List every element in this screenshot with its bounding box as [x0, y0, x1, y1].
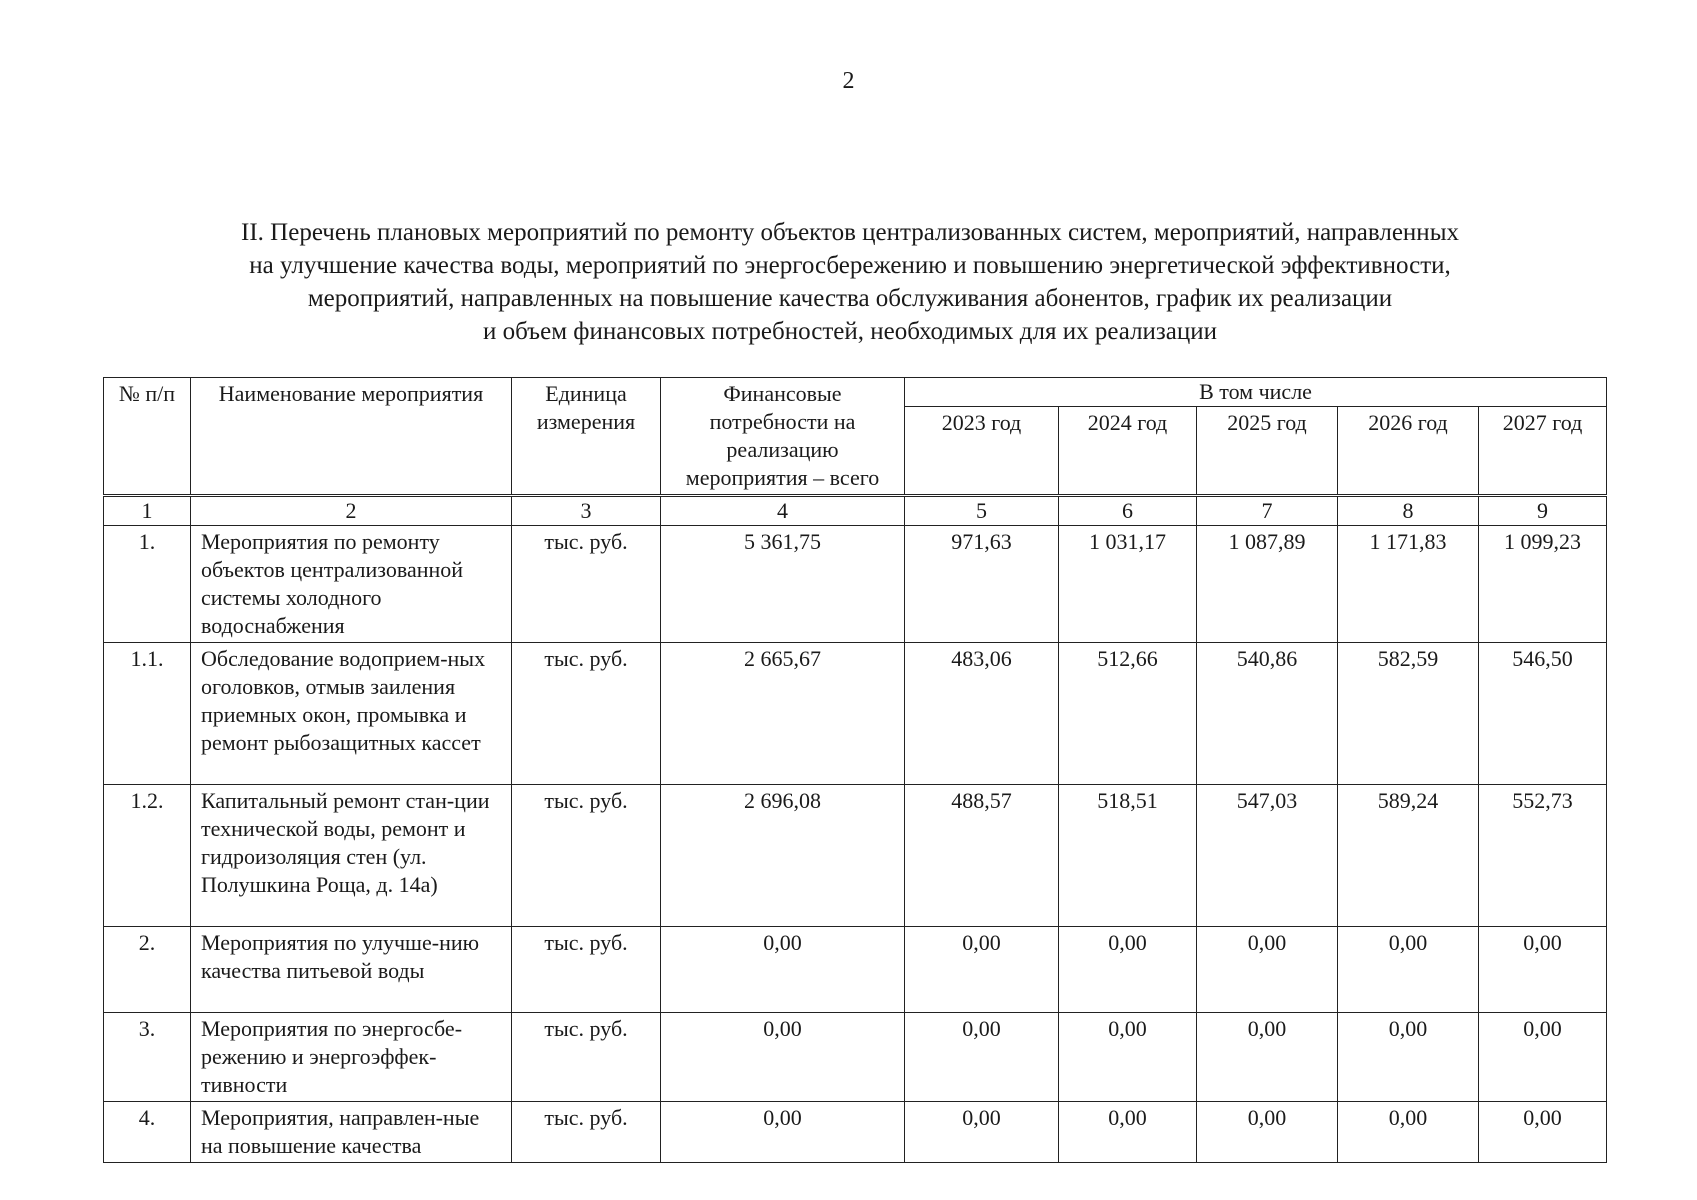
title-line: на улучшение качества воды, мероприятий по энергосбережению и повышению энергетической эффективности,: [249, 252, 1451, 279]
title-line: II. Перечень плановых мероприятий по ремонту объектов централизованных систем, мероприятий, направленных: [241, 219, 1459, 246]
row-year-value: 0,00: [1479, 1013, 1607, 1102]
row-total: 0,00: [661, 1102, 905, 1163]
header-unit: [512, 378, 661, 496]
row-num: 3.: [104, 1013, 191, 1102]
column-number: 4: [661, 496, 905, 526]
row-year-value: 488,57: [905, 785, 1059, 927]
row-year-value: 0,00: [1059, 1013, 1197, 1102]
row-unit: тыс. руб.: [512, 785, 661, 927]
table-row: [104, 643, 1607, 785]
header-num-label: № п/п: [118, 381, 176, 406]
header-name: [191, 378, 512, 496]
header-num: [104, 378, 191, 496]
row-year-value: 0,00: [1059, 1102, 1197, 1163]
row-year-value: 512,66: [1059, 643, 1197, 785]
header-year: 2027 год: [1479, 407, 1607, 496]
row-year-value: 0,00: [1197, 1013, 1338, 1102]
row-name: Капитальный ремонт стан-ции технической воды, ремонт и гидроизоляция стен (ул. Полушкина Роща, д. 14а): [191, 785, 512, 927]
row-year-value: 0,00: [1197, 1102, 1338, 1163]
row-year-value: 546,50: [1479, 643, 1607, 785]
row-num: 1.2.: [104, 785, 191, 927]
row-name: Обследование водоприем-ных оголовков, отмыв заиления приемных окон, промывка и ремонт рыбозащитных кассет: [191, 643, 512, 785]
row-year-value: 547,03: [1197, 785, 1338, 927]
row-unit: тыс. руб.: [512, 526, 661, 643]
row-year-value: 582,59: [1338, 643, 1479, 785]
header-year: 2025 год: [1197, 407, 1338, 496]
row-year-value: 1 087,89: [1197, 526, 1338, 643]
row-year-value: 540,86: [1197, 643, 1338, 785]
row-unit: тыс. руб.: [512, 1102, 661, 1163]
row-total: 0,00: [661, 927, 905, 1013]
plan-table: [103, 377, 1607, 1163]
row-year-value: 0,00: [1338, 927, 1479, 1013]
header-year: 2023 год: [905, 407, 1059, 496]
row-total: 2 665,67: [661, 643, 905, 785]
row-year-value: 971,63: [905, 526, 1059, 643]
table-row: [104, 1102, 1607, 1163]
column-number: 7: [1197, 496, 1338, 526]
header-name-label: Наименование мероприятия: [218, 381, 484, 406]
title-line: мероприятий, направленных на повышение качества обслуживания абонентов, график их реализации: [307, 285, 1393, 312]
row-num: 1.: [104, 526, 191, 643]
row-year-value: 0,00: [1479, 927, 1607, 1013]
row-num: 4.: [104, 1102, 191, 1163]
column-number: 2: [191, 496, 512, 526]
header-year: 2024 год: [1059, 407, 1197, 496]
column-number: 6: [1059, 496, 1197, 526]
row-num: 2.: [104, 927, 191, 1013]
header-total-label: Финансовые потребности на реализацию мероприятия – всего: [685, 381, 880, 490]
header-row: [104, 378, 1607, 407]
column-number: 1: [104, 496, 191, 526]
table-row: [104, 927, 1607, 1013]
row-year-value: 1 031,17: [1059, 526, 1197, 643]
row-total: 2 696,08: [661, 785, 905, 927]
row-year-value: 0,00: [905, 927, 1059, 1013]
header-including: [905, 378, 1607, 407]
row-year-value: 0,00: [1479, 1102, 1607, 1163]
column-number-row: [104, 496, 1607, 526]
column-number: 3: [512, 496, 661, 526]
row-year-value: 0,00: [905, 1102, 1059, 1163]
row-year-value: 552,73: [1479, 785, 1607, 927]
column-number: 8: [1338, 496, 1479, 526]
row-year-value: 0,00: [1059, 927, 1197, 1013]
row-year-value: 1 099,23: [1479, 526, 1607, 643]
header-including-label: В том числе: [1199, 379, 1312, 404]
section-title: [100, 216, 1600, 348]
row-year-value: 0,00: [1338, 1102, 1479, 1163]
row-year-value: 0,00: [1197, 927, 1338, 1013]
header-year: 2026 год: [1338, 407, 1479, 496]
row-name: Мероприятия, направлен-ные на повышение качества: [191, 1102, 512, 1163]
row-year-value: 0,00: [1338, 1013, 1479, 1102]
title-line: и объем финансовых потребностей, необходимых для их реализации: [482, 318, 1218, 345]
header-unit-label: Единица измерения: [536, 381, 636, 434]
row-num: 1.1.: [104, 643, 191, 785]
page-number: 2: [842, 68, 855, 94]
row-name: Мероприятия по улучше-нию качества питьевой воды: [191, 927, 512, 1013]
row-name: Мероприятия по ремонту объектов централизованной системы холодного водоснабжения: [191, 526, 512, 643]
table-row: [104, 1013, 1607, 1102]
table-row: [104, 785, 1607, 927]
row-total: 5 361,75: [661, 526, 905, 643]
row-year-value: 589,24: [1338, 785, 1479, 927]
row-unit: тыс. руб.: [512, 1013, 661, 1102]
row-unit: тыс. руб.: [512, 927, 661, 1013]
column-number: 9: [1479, 496, 1607, 526]
table-row: [104, 526, 1607, 643]
header-total: [661, 378, 905, 496]
row-year-value: 1 171,83: [1338, 526, 1479, 643]
column-number: 5: [905, 496, 1059, 526]
row-unit: тыс. руб.: [512, 643, 661, 785]
row-year-value: 483,06: [905, 643, 1059, 785]
row-total: 0,00: [661, 1013, 905, 1102]
row-name: Мероприятия по энергосбе-режению и энергоэффек-тивности: [191, 1013, 512, 1102]
row-year-value: 0,00: [905, 1013, 1059, 1102]
row-year-value: 518,51: [1059, 785, 1197, 927]
